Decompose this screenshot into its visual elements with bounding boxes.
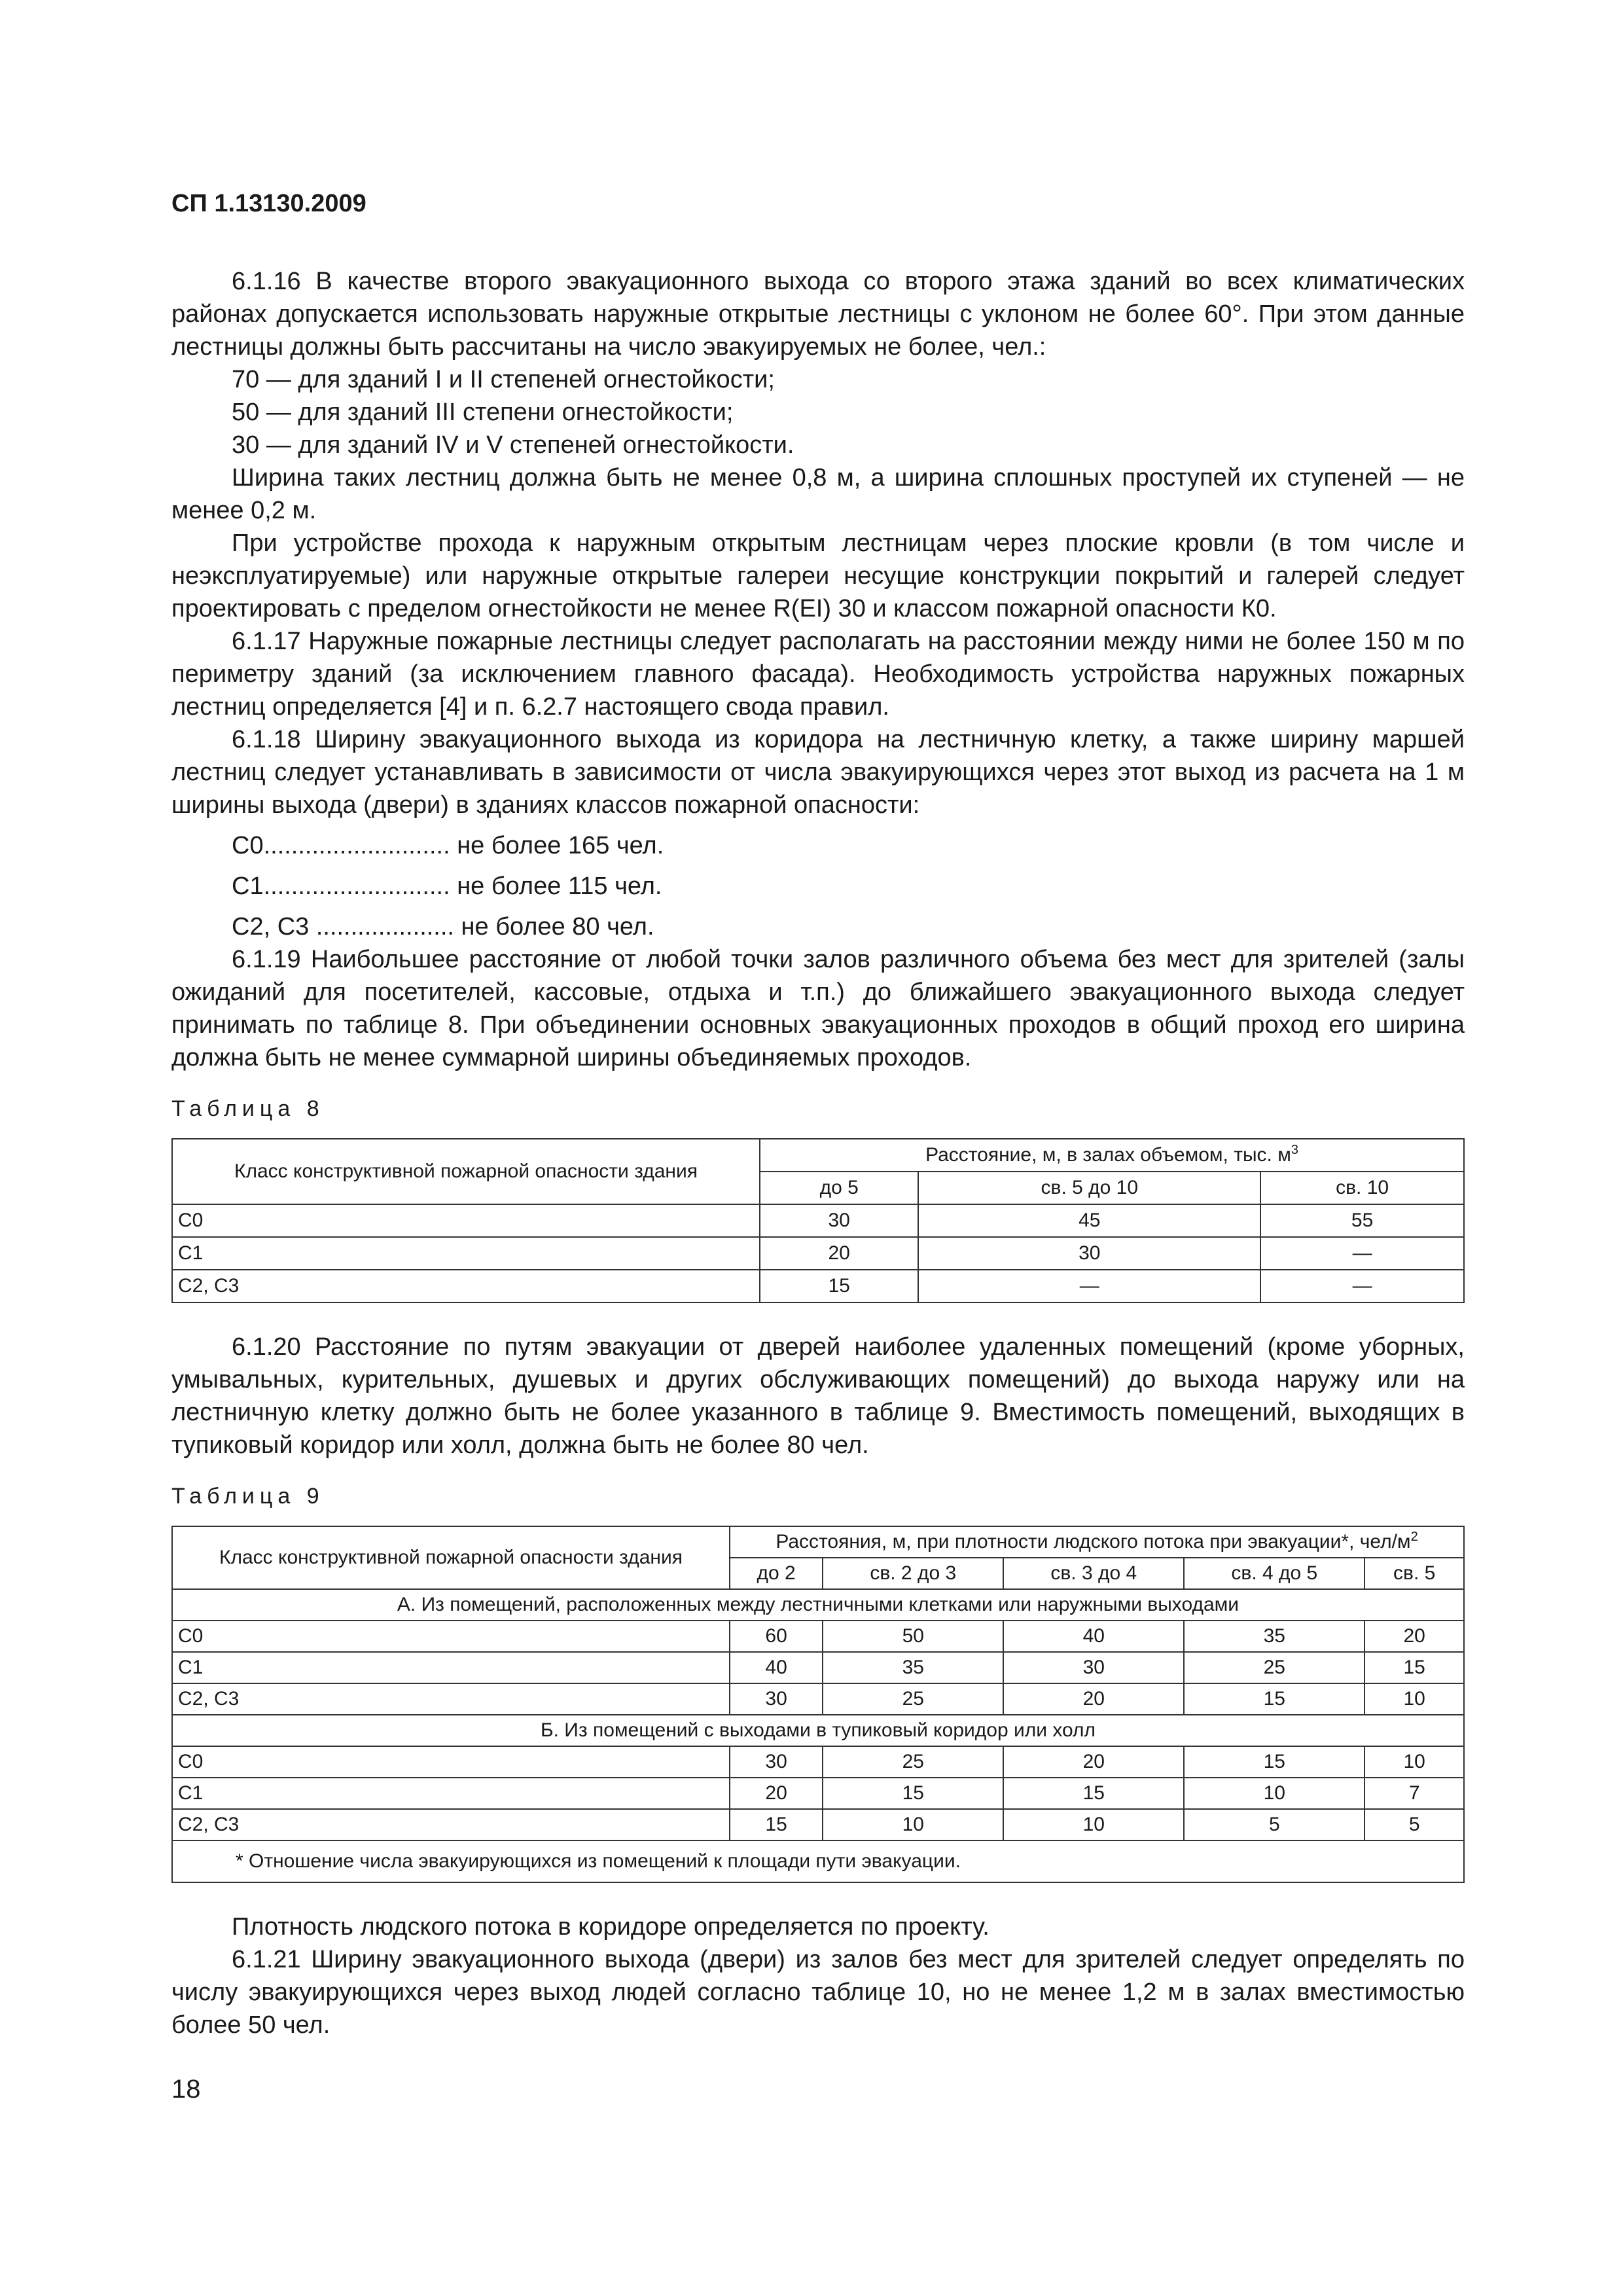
paragraph-stair-width: Ширина таких лестниц должна быть не менее 0,8 м, а ширина сплошных проступей их ступеней — не менее 0,2 м.: [171, 464, 1465, 524]
table-cell: 15: [1364, 1652, 1464, 1683]
table-cell: 25: [823, 1683, 1003, 1715]
table-row: [172, 1683, 1464, 1715]
table-9-section-b: Б. Из помещений с выходами в тупиковый коридор или холл: [172, 1715, 1464, 1746]
table-8-class-header: Класс конструктивной пожарной опасности здания: [172, 1139, 760, 1204]
table-9-class-header: Класс конструктивной пожарной опасности здания: [172, 1526, 730, 1589]
table-cell: 30: [760, 1204, 918, 1237]
table-cell: 55: [1260, 1204, 1464, 1237]
table-cell: 15: [1003, 1778, 1184, 1809]
table-9-sub-header: до 2: [730, 1558, 823, 1589]
table-cell: 30: [1003, 1652, 1184, 1683]
table-cell: С0: [172, 1204, 760, 1237]
table-9-sub-header: св. 2 до 3: [823, 1558, 1003, 1589]
paragraph-6-1-18: 6.1.18 Ширину эвакуационного выхода из коридора на лестничную клетку, а также ширину маршей лестниц следует устанавливать в зависимости от числа эвакуирующихся через этот выход из расчета на 1 м ширины выхода (двери) в зданиях классов пожарной опасности:: [171, 726, 1465, 819]
table-cell: 15: [1184, 1746, 1364, 1778]
paragraph-6-1-19: 6.1.19 Наибольшее расстояние от любой точки залов различного объема без мест для зрителей (залы ожиданий для посетителей, кассовые, отдыха и т.п.) до ближайшего эвакуационного выхода следует принимать по таблице 8. При объединении основных эвакуационных проходов в общий проход его ширина должна быть не менее суммарной ширины объединяемых проходов.: [171, 946, 1465, 1071]
table-9-footnote: * Отношение числа эвакуирующихся из помещений к площади пути эвакуации.: [172, 1840, 1464, 1882]
paragraph-density: Плотность людского потока в коридоре определяется по проекту.: [232, 1913, 990, 1941]
paragraph-6-1-21: 6.1.21 Ширину эвакуационного выхода (двери) из залов без мест для зрителей следует определять по числу эвакуирующихся через выход людей согласно таблице 10, но не менее 1,2 м в залах вместимостью более 50 чел.: [171, 1946, 1465, 2039]
table-cell: 20: [1003, 1683, 1184, 1715]
limit-c0: С0........................... не более 165 чел.: [232, 832, 664, 859]
table-row: [172, 1621, 1464, 1652]
table-cell: 20: [760, 1237, 918, 1270]
table-cell: 15: [823, 1778, 1003, 1809]
table-cell: —: [918, 1270, 1260, 1302]
table-cell: 35: [823, 1652, 1003, 1683]
table-cell: С0: [172, 1746, 730, 1778]
limit-c1: С1........................... не более 115 чел.: [232, 872, 662, 900]
table-cell: 30: [918, 1237, 1260, 1270]
table-cell: 10: [1184, 1778, 1364, 1809]
table-cell: 15: [730, 1809, 823, 1840]
table-8-sub-header: св. 5 до 10: [918, 1172, 1260, 1204]
table-row: [172, 1809, 1464, 1840]
table-cell: 20: [1003, 1746, 1184, 1778]
table-cell: 25: [1184, 1652, 1364, 1683]
table-cell: С2, С3: [172, 1809, 730, 1840]
table-cell: 10: [1364, 1746, 1464, 1778]
page-number: 18: [171, 2075, 201, 2104]
table-8-group-header: Расстояние, м, в залах объемом, тыс. $м^3$: [760, 1139, 1464, 1172]
table-9-sub-header: св. 4 до 5: [1184, 1558, 1364, 1589]
table-cell: 45: [918, 1204, 1260, 1237]
table-cell: 60: [730, 1621, 823, 1652]
table-cell: С2, С3: [172, 1683, 730, 1715]
paragraph-6-1-17: 6.1.17 Наружные пожарные лестницы следует располагать на расстоянии между ними не более 150 м по периметру зданий (за исключением главного фасада). Необходимость устройства наружных пожарных лестниц определяется [4] и п. 6.2.7 настоящего свода правил.: [171, 628, 1465, 721]
table-cell: С1: [172, 1237, 760, 1270]
table-row: [172, 1778, 1464, 1809]
table-8-sub-header: до 5: [760, 1172, 918, 1204]
table-cell: 30: [730, 1746, 823, 1778]
table-cell: 5: [1364, 1809, 1464, 1840]
table-cell: 30: [730, 1683, 823, 1715]
table-8-caption: Таблица 8: [171, 1096, 325, 1121]
table-cell: С1: [172, 1652, 730, 1683]
paragraph-6-1-16: 6.1.16 В качестве второго эвакуационного выхода со второго этажа зданий во всех климатических районах допускается использовать наружные открытые лестницы с уклоном не более 60°. При этом данные лестницы должны быть рассчитаны на число эвакуируемых не более, чел.:: [171, 268, 1465, 361]
table-cell: 10: [1003, 1809, 1184, 1840]
paragraph-roof-passage: При устройстве прохода к наружным открытым лестницам через плоские кровли (в том числе и неэксплуатируемые) или наружные открытые галереи несущие конструкции покрытий и галерей следует проектировать с пределом огнестойкости не менее R(EI) 30 и классом пожарной опасности К0.: [171, 529, 1465, 622]
table-cell: 35: [1184, 1621, 1364, 1652]
table-9-group-header: Расстояния, м, при плотности людского потока при эвакуации*, чел/$м^2$: [730, 1526, 1464, 1558]
table-row: [172, 1746, 1464, 1778]
table-cell: 7: [1364, 1778, 1464, 1809]
table-cell: 5: [1184, 1809, 1364, 1840]
table-9: [171, 1526, 1465, 1883]
table-9-caption: Таблица 9: [171, 1484, 325, 1509]
table-8-sub-header: св. 10: [1260, 1172, 1464, 1204]
list-item-70: 70 — для зданий I и II степеней огнестойкости;: [232, 366, 775, 393]
table-cell: 50: [823, 1621, 1003, 1652]
table-8: [171, 1138, 1465, 1303]
table-cell: С0: [172, 1621, 730, 1652]
table-row: [172, 1652, 1464, 1683]
table-cell: С1: [172, 1778, 730, 1809]
paragraph-6-1-20: 6.1.20 Расстояние по путям эвакуации от дверей наиболее удаленных помещений (кроме уборных, умывальных, курительных, душевых и других обслуживающих помещений) до выхода наружу или на лестничную клетку должно быть не более указанного в таблице 9. Вместимость помещений, выходящих в тупиковый коридор или холл, должна быть не более 80 чел.: [171, 1333, 1465, 1459]
list-item-50: 50 — для зданий III степени огнестойкости;: [232, 399, 734, 426]
table-cell: 20: [730, 1778, 823, 1809]
list-item-30: 30 — для зданий IV и V степеней огнестойкости.: [232, 431, 794, 459]
document-body: [171, 265, 1465, 2041]
table-cell: 10: [1364, 1683, 1464, 1715]
table-cell: 10: [823, 1809, 1003, 1840]
document-code: СП 1.13130.2009: [171, 190, 366, 217]
table-cell: 15: [760, 1270, 918, 1302]
table-9-sub-header: св. 3 до 4: [1003, 1558, 1184, 1589]
table-cell: 25: [823, 1746, 1003, 1778]
table-9-sub-header: св. 5: [1364, 1558, 1464, 1589]
table-cell: —: [1260, 1237, 1464, 1270]
table-row: [172, 1204, 1464, 1237]
table-cell: 40: [1003, 1621, 1184, 1652]
table-row: [172, 1237, 1464, 1270]
table-cell: 40: [730, 1652, 823, 1683]
table-row: [172, 1270, 1464, 1302]
table-cell: 20: [1364, 1621, 1464, 1652]
table-9-section-a: А. Из помещений, расположенных между лестничными клетками или наружными выходами: [172, 1589, 1464, 1621]
limit-c2-c3: С2, С3 .................... не более 80 чел.: [232, 913, 654, 941]
table-cell: С2, С3: [172, 1270, 760, 1302]
table-cell: 15: [1184, 1683, 1364, 1715]
table-cell: —: [1260, 1270, 1464, 1302]
